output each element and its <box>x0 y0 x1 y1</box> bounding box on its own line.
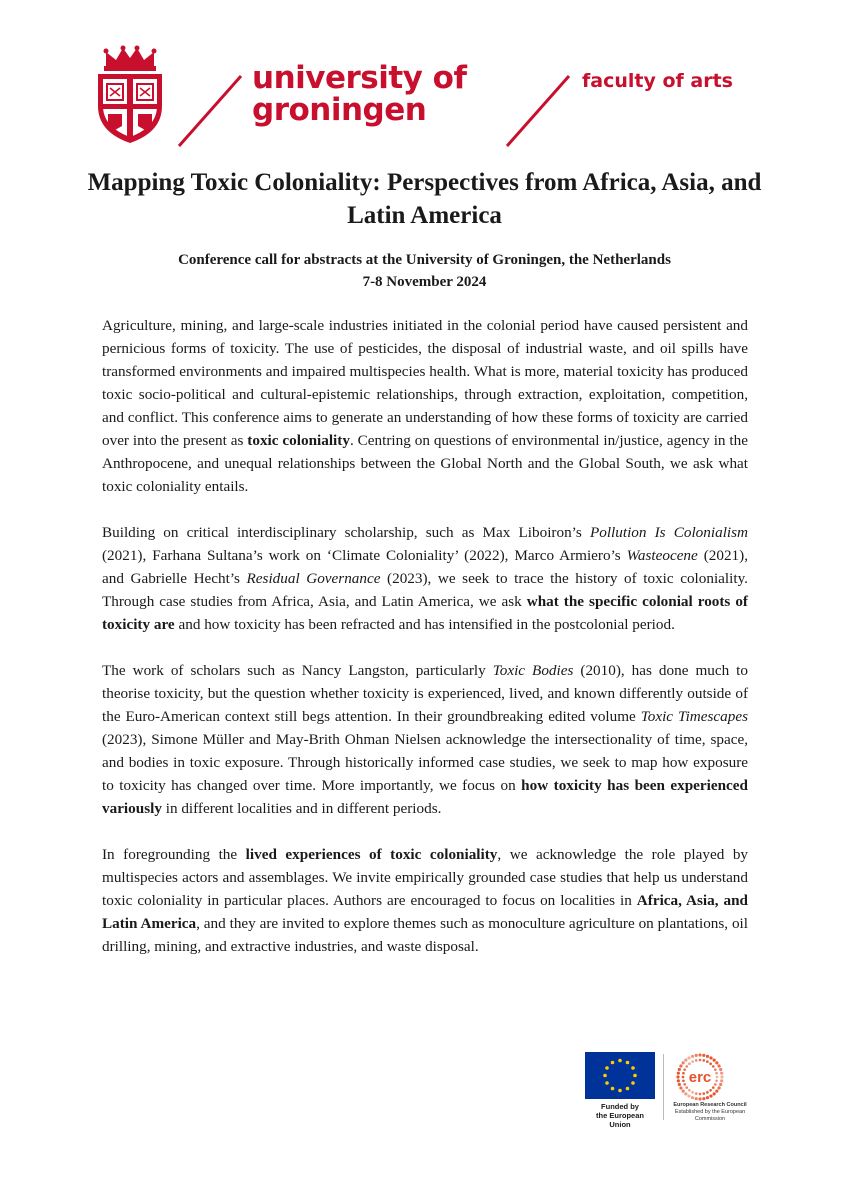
university-name-line2: groningen <box>252 92 427 128</box>
eu-caption-line2: the European Union <box>596 1111 644 1129</box>
erc-dot-icon <box>720 1079 723 1082</box>
erc-dot-icon <box>717 1064 720 1067</box>
eu-star-icon <box>633 1074 637 1078</box>
erc-dot-icon <box>698 1097 701 1100</box>
erc-dot-icon <box>682 1061 685 1064</box>
erc-dot-icon <box>714 1068 717 1071</box>
erc-dot-icon <box>685 1086 688 1089</box>
logo-divider <box>663 1054 664 1120</box>
eu-star-icon <box>605 1081 609 1085</box>
erc-dot-icon <box>683 1068 686 1071</box>
erc-dot-icon <box>691 1091 694 1094</box>
erc-dot-icon <box>706 1055 709 1058</box>
erc-dot-icon <box>712 1086 715 1089</box>
erc-dot-icon <box>683 1083 686 1086</box>
erc-dot-icon <box>714 1083 717 1086</box>
erc-logo <box>671 1052 729 1102</box>
erc-dot-icon <box>717 1086 720 1089</box>
erc-dot-icon <box>691 1060 694 1063</box>
divider-slash-icon <box>175 74 245 148</box>
university-name <box>252 62 466 126</box>
erc-dot-icon <box>695 1092 698 1095</box>
erc-name: European Research Council <box>673 1102 747 1108</box>
university-crest-logo <box>96 44 164 144</box>
erc-dot-icon <box>720 1072 723 1075</box>
text-run: Building on critical interdisciplinary scholarship, such as Max Liboiron’s <box>102 524 590 541</box>
erc-dot-icon <box>720 1075 723 1078</box>
erc-dot-icon <box>715 1072 718 1075</box>
erc-dot-icon <box>702 1054 705 1057</box>
erc-dot-icon <box>695 1097 698 1100</box>
erc-dot-icon <box>684 1092 687 1095</box>
erc-dot-icon <box>687 1094 690 1097</box>
paragraph-intro <box>102 314 748 498</box>
eu-star-icon <box>611 1061 615 1065</box>
letterhead <box>0 0 849 160</box>
erc-dot-icon <box>676 1075 679 1078</box>
erc-dot-icon <box>712 1065 715 1068</box>
eu-caption-line1: Funded by <box>601 1102 639 1111</box>
erc-dot-icon <box>678 1068 681 1071</box>
erc-dot-icon <box>688 1089 691 1092</box>
erc-dot-icon <box>682 1076 685 1079</box>
text-run: (2021), and Gabrielle Hecht’s <box>102 547 748 587</box>
book-title-italic: Toxic Bodies <box>492 662 574 679</box>
erc-dot-icon <box>677 1079 680 1082</box>
funder-logos <box>585 1052 753 1129</box>
erc-dot-icon <box>699 1093 702 1096</box>
erc-dot-icon <box>691 1055 694 1058</box>
erc-dot-icon <box>719 1083 722 1086</box>
erc-dot-icon <box>691 1096 694 1099</box>
eu-star-icon <box>631 1081 635 1085</box>
book-title-italic: Wasteocene <box>626 547 698 564</box>
paragraph-toxicity-theory <box>102 659 748 820</box>
erc-dot-icon <box>709 1089 712 1092</box>
conference-subtitle <box>80 249 769 293</box>
faculty-name: faculty of arts <box>582 70 733 92</box>
document-title: Mapping Toxic Coloniality: Perspectives from Africa, Asia, and Latin America <box>87 169 762 229</box>
erc-dot-icon <box>679 1086 682 1089</box>
erc-dot-icon <box>688 1062 691 1065</box>
erc-dot-icon <box>709 1094 712 1097</box>
erc-dot-icon <box>719 1068 722 1071</box>
erc-dot-icon <box>716 1076 719 1079</box>
erc-dot-icon <box>706 1096 709 1099</box>
eu-star-icon <box>631 1066 635 1070</box>
erc-dot-icon <box>715 1079 718 1082</box>
erc-dot-icon <box>695 1054 698 1057</box>
paragraph-scholarship <box>102 521 748 636</box>
erc-dot-icon <box>682 1090 685 1093</box>
erc-dot-icon <box>695 1059 698 1062</box>
erc-dot-icon <box>715 1090 718 1093</box>
eu-star-icon <box>626 1087 630 1091</box>
erc-dot-icon <box>706 1091 709 1094</box>
erc-dot-icon <box>682 1072 685 1075</box>
erc-dot-icon <box>702 1059 705 1062</box>
text-run: , and they are invited to explore themes such as monoculture agriculture on plantations, oil drilling, mining, and extractive industries, and waste disposal. <box>102 915 748 955</box>
book-title-italic: Pollution Is Colonialism <box>589 524 749 541</box>
subtitle-date: 7-8 November 2024 <box>362 274 487 290</box>
erc-dot-icon <box>682 1079 685 1082</box>
erc-dot-icon <box>678 1083 681 1086</box>
eu-star-icon <box>626 1061 630 1065</box>
emphasis-bold: how toxicity has been experienced variously <box>102 777 748 817</box>
text-run: . Centring on questions of environmental in/justice, agency in the Anthropocene, and unequal relationships between the Global North and the Global South, we ask what toxic coloniality entails. <box>102 432 748 495</box>
divider-slash-icon <box>503 74 573 148</box>
eu-star-icon <box>611 1087 615 1091</box>
body-text <box>102 314 748 981</box>
erc-caption <box>665 1102 755 1123</box>
text-run: (2023), Simone Müller and May-Brith Ohman Nielsen acknowledge the intersectionality of time, space, and bodies in toxic exposure. Through historically informed case studies, we seek to map how exposure to toxicity has changed over time. More importantly, we focus on <box>102 731 748 794</box>
erc-dot-icon <box>699 1059 702 1062</box>
emphasis-bold: lived experiences of toxic coloniality <box>245 846 498 863</box>
paragraph-lived-experiences <box>102 843 748 958</box>
eu-star-icon <box>603 1074 607 1078</box>
text-run: (2021), Farhana Sultana’s work on ‘Climate Coloniality’ (2022), Marco Armiero’s <box>102 547 627 564</box>
emphasis-bold: Africa, Asia, and Latin America <box>102 892 748 932</box>
book-title-italic: Toxic Timescapes <box>640 708 748 725</box>
erc-established: Established by the European Commission <box>674 1109 746 1122</box>
eu-star-icon <box>618 1089 622 1093</box>
erc-acronym: erc <box>688 1069 712 1086</box>
erc-dot-icon <box>702 1097 705 1100</box>
emphasis-bold: toxic coloniality <box>247 432 350 449</box>
subtitle-location: Conference call for abstracts at the University of Groningen, the Netherlands <box>178 252 671 268</box>
text-run: in different localities and in different periods. <box>161 800 442 817</box>
erc-dot-icon <box>715 1061 718 1064</box>
erc-dot-icon <box>702 1092 705 1095</box>
text-run: (2010), has done much to theorise toxicity, but the question whether toxicity is experienced, lived, and known differently outside of the Euro-American context still begs attention. In their groundbreaking edited volume <box>102 662 748 725</box>
university-name-line1: university of <box>252 60 467 96</box>
eu-star-icon <box>618 1059 622 1063</box>
emphasis-bold: what the specific colonial roots of toxicity are <box>102 593 748 633</box>
erc-dot-icon <box>685 1065 688 1068</box>
erc-dot-icon <box>709 1056 712 1059</box>
erc-dot-icon <box>713 1059 716 1062</box>
book-title-italic: Residual Governance <box>246 570 381 587</box>
erc-dot-icon <box>687 1056 690 1059</box>
text-run: Agriculture, mining, and large-scale industries initiated in the colonial period have caused persistent and pernicious forms of toxicity. The use of pesticides, the disposal of industrial waste, and oil spills have transformed environments and impaired multispecies health. What is more, material toxicity has produced toxic socio-political and cultural-epistemic relationships, through extraction, exploitation, competition, and conflict. This conference aims to generate an understanding of how these forms of toxicity are carried over into the present as <box>102 317 748 449</box>
text-run: and how toxicity has been refracted and has intensified in the postcolonial period. <box>174 616 675 633</box>
eu-flag-icon <box>585 1052 655 1099</box>
erc-dot-icon <box>709 1062 712 1065</box>
text-run: , we acknowledge the role played by multispecies actors and assemblages. We invite empirically grounded case studies that help us understand toxic coloniality in particular places. Authors are encouraged to focus on localities in <box>102 846 749 909</box>
eu-star-icon <box>605 1066 609 1070</box>
eu-funding-caption <box>585 1102 655 1129</box>
text-run: The work of scholars such as Nancy Langston, particularly <box>102 662 493 679</box>
erc-dot-icon <box>706 1060 709 1063</box>
erc-dot-icon <box>679 1064 682 1067</box>
text-run: (2023), we seek to trace the history of toxic coloniality. Through case studies from Africa, Asia, and Latin America, we ask <box>102 570 748 610</box>
erc-dot-icon <box>698 1053 701 1056</box>
text-run: In foregrounding the <box>102 846 246 863</box>
erc-dot-icon <box>684 1059 687 1062</box>
erc-dot-icon <box>677 1072 680 1075</box>
erc-dot-icon <box>713 1092 716 1095</box>
